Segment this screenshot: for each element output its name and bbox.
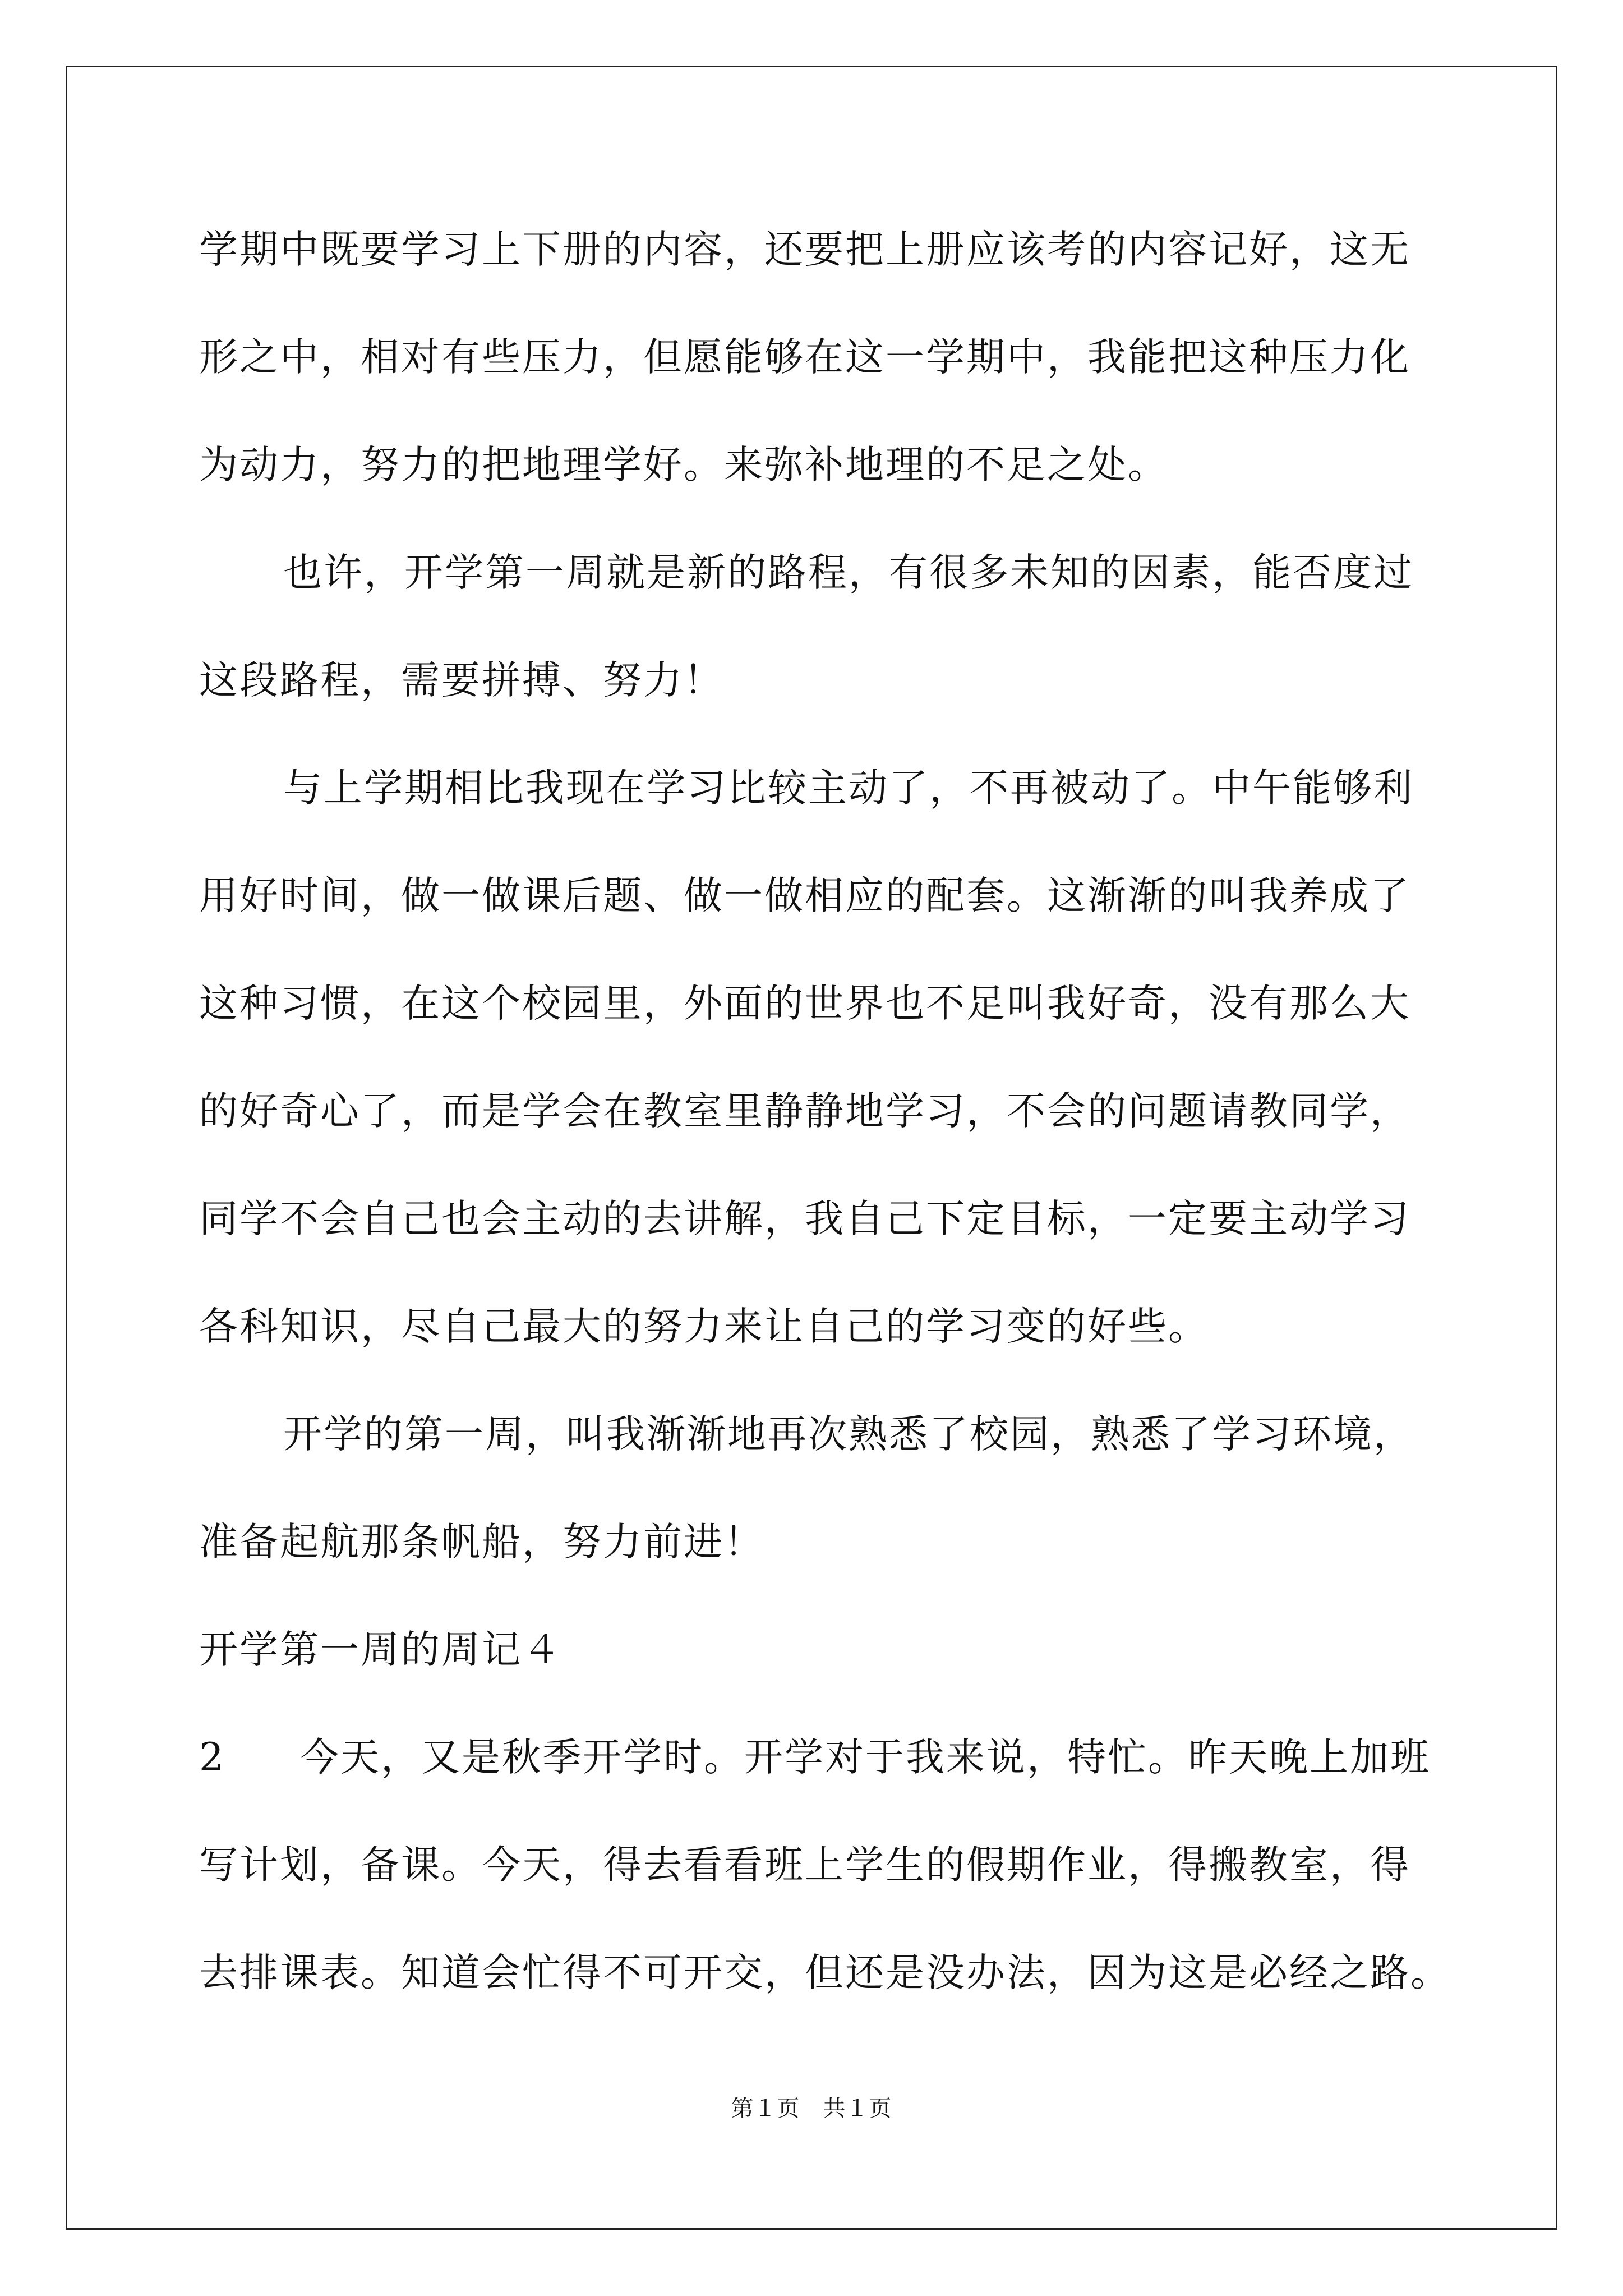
page-footer: 第１页 共１页 — [731, 2096, 892, 2122]
section-line: 写计划，备课。今天，得去看看班上学生的假期作业，得搬教室，得 — [199, 1843, 1410, 1888]
section-number: 2 — [199, 1735, 225, 1780]
section-line-first — [199, 1735, 1431, 1780]
paragraph-line: 形之中，相对有些压力，但愿能够在这一学期中，我能把这种压力化 — [199, 335, 1410, 380]
paragraph-line: 用好时间，做一做课后题、做一做相应的配套。这渐渐的叫我养成了 — [199, 873, 1410, 918]
section-line: 去排课表。知道会忙得不可开交，但还是没办法，因为这是必经之路。 — [199, 1950, 1451, 1995]
paragraph-line: 准备起航那条帆船，努力前进！ — [199, 1520, 764, 1565]
page-border — [66, 66, 1557, 2230]
paragraph-line: 学期中既要学习上下册的内容，还要把上册应该考的内容记好，这无 — [199, 227, 1410, 272]
paragraph-line: 与上学期相比我现在学习比较主动了，不再被动了。中午能够利 — [283, 766, 1414, 811]
section-title: 开学第一周的周记４ — [199, 1627, 562, 1672]
paragraph-line: 同学不会自己也会主动的去讲解，我自己下定目标，一定要主动学习 — [199, 1197, 1410, 1241]
paragraph-line: 这种习惯，在这个校园里，外面的世界也不足叫我好奇，没有那么大 — [199, 981, 1410, 1026]
paragraph-line: 开学的第一周，叫我渐渐地再次熟悉了校园，熟悉了学习环境， — [283, 1412, 1414, 1457]
paragraph-line: 的好奇心了，而是学会在教室里静静地学习，不会的问题请教同学， — [199, 1089, 1410, 1134]
paragraph-line: 各科知识，尽自己最大的努力来让自己的学习变的好些。 — [199, 1304, 1209, 1349]
section-line-text: 今天，又是秋季开学时。开学对于我来说，特忙。昨天晚上加班 — [300, 1735, 1431, 1780]
paragraph-line: 也许，开学第一周就是新的路程，有很多未知的因素，能否度过 — [283, 550, 1414, 595]
paragraph-line: 这段路程，需要拼搏、努力！ — [199, 658, 724, 703]
paragraph-line: 为动力，努力的把地理学好。来弥补地理的不足之处。 — [199, 443, 1168, 487]
